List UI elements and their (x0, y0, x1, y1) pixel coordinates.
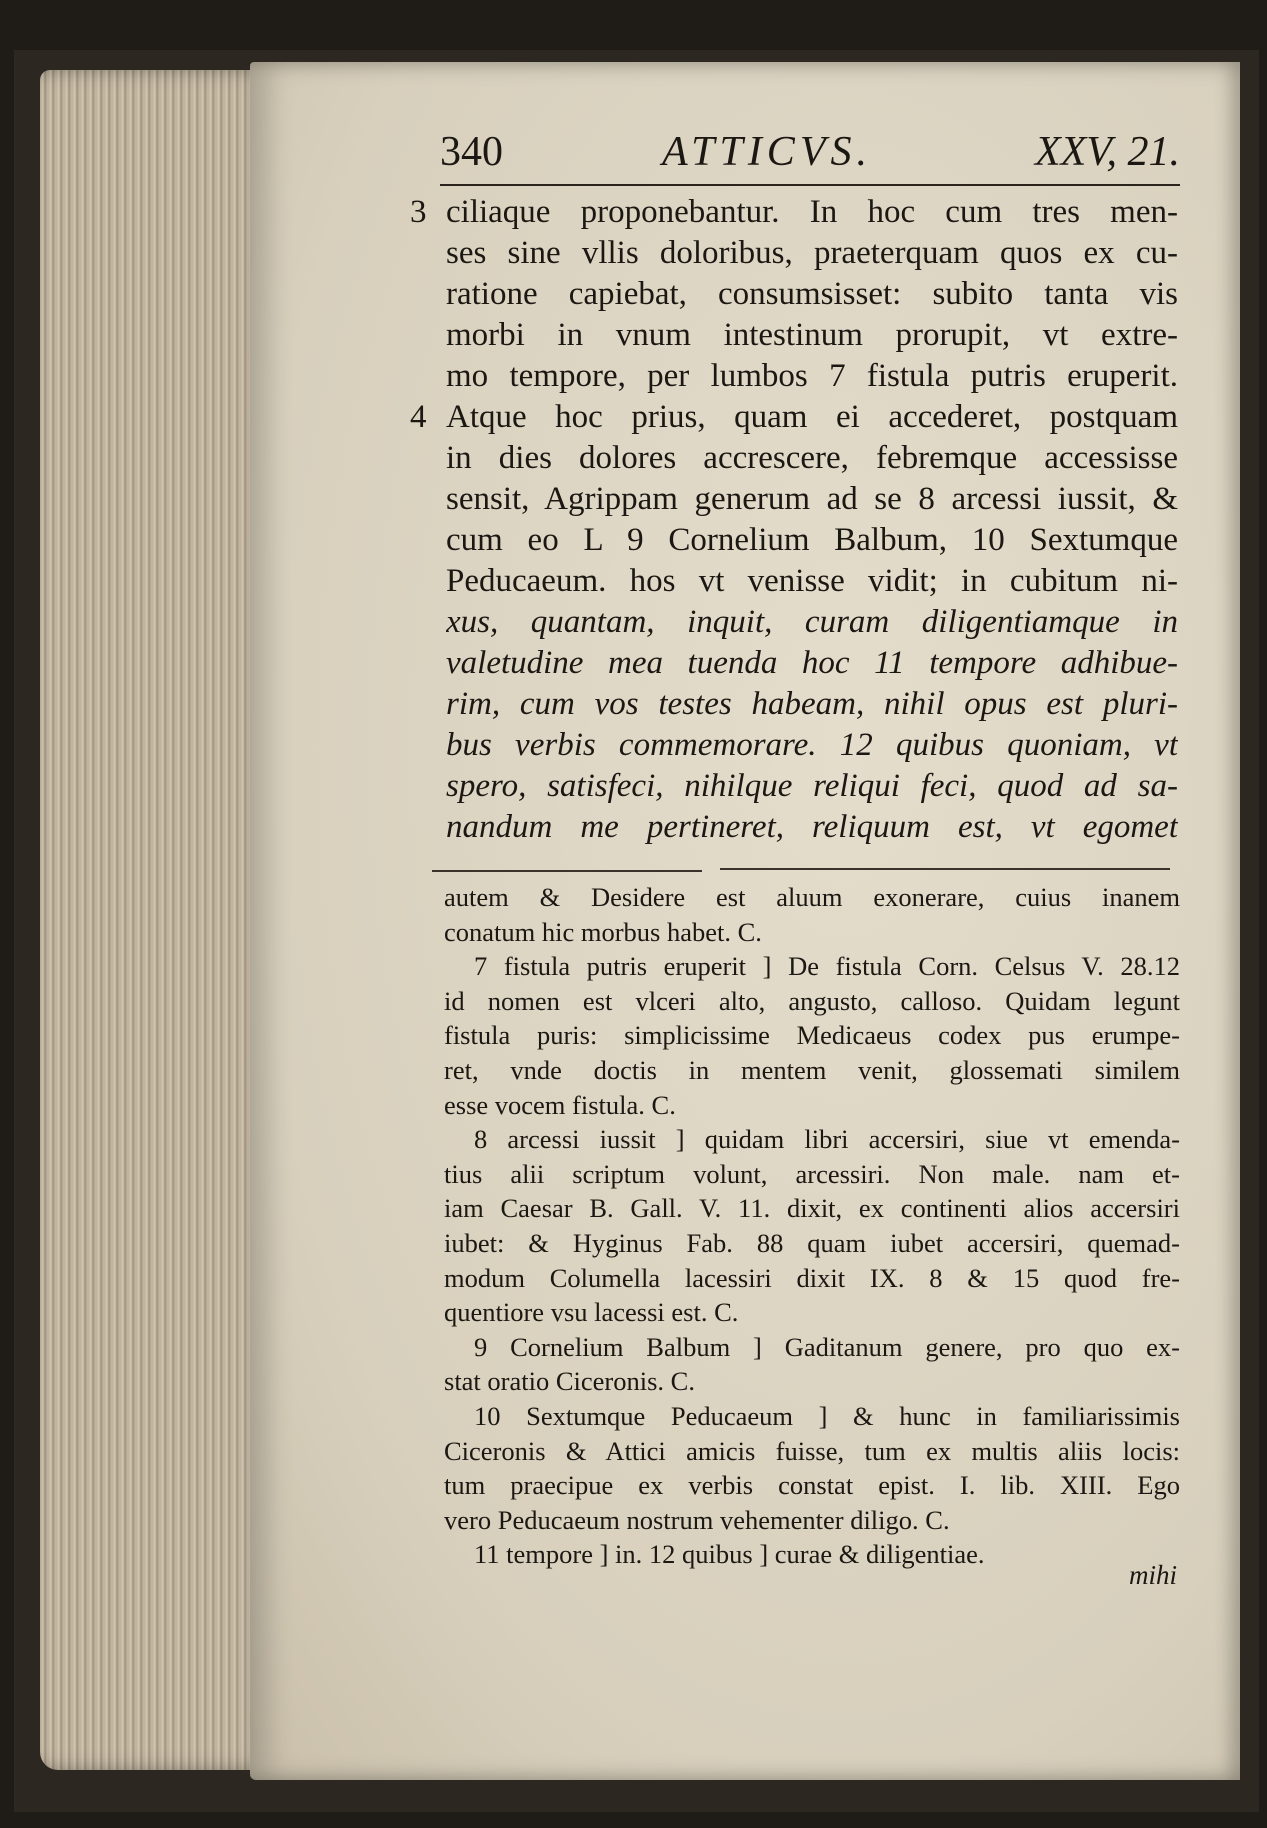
footnote-line: stat oratio Ciceronis. C. (444, 1366, 695, 1397)
footnote-line: tum praecipue ex verbis constat epist. I. lib. XIII. Ego (444, 1470, 1180, 1501)
footnote-line: 11 tempore ] in. 12 quibus ] curae & diligentiae. (474, 1539, 985, 1570)
catchword: mihi (1128, 1560, 1177, 1590)
main-line: mo tempore, per lumbos 7 fistula putris eruperit. (446, 358, 1178, 394)
margin-number-3: 3 (410, 194, 427, 230)
main-line: ciliaque proponebantur. In hoc cum tres men- (446, 194, 1178, 230)
page-number: 340 (440, 129, 503, 175)
main-text (446, 192, 1178, 848)
chapter-reference: XXV, 21. (1034, 129, 1180, 175)
footnote-line: iam Caesar B. Gall. V. 11. dixit, ex continenti alios accersiri (444, 1193, 1180, 1224)
footnote-line: iubet: & Hyginus Fab. 88 quam iubet accersiri, quemad- (444, 1227, 1180, 1258)
main-line: xus, quantam, inquit, curam diligentiamque in (446, 604, 1178, 640)
footnote-line: 10 Sextumque Peducaeum ] & hunc in familiarissimis (474, 1400, 1180, 1431)
footnote-line: fistula puris: simplicissime Medicaeus codex pus erumpe- (444, 1020, 1180, 1051)
main-line: morbi in vnum intestinum prorupit, vt extre- (446, 317, 1178, 353)
footnote-line: conatum hic morbus habet. C. (444, 916, 762, 947)
margin-number-4: 4 (410, 399, 427, 435)
footnotes (444, 880, 1180, 1572)
footnote-line: id nomen est vlceri alto, angusto, calloso. Quidam legunt (444, 985, 1180, 1016)
running-title: ATTICVS. (662, 129, 872, 175)
footnote-line: ret, vnde doctis in mentem venit, glossemati similem (444, 1054, 1180, 1085)
main-line: sensit, Agrippam generum ad se 8 arcessi iussit, & (446, 481, 1178, 517)
main-line: cum eo L 9 Cornelium Balbum, 10 Sextumque (446, 522, 1178, 558)
footnote-line: esse vocem fistula. C. (444, 1089, 676, 1120)
footnote-line: Ciceronis & Attici amicis fuisse, tum ex multis aliis locis: (444, 1435, 1180, 1466)
main-line: valetudine mea tuenda hoc 11 tempore adhibue- (446, 645, 1178, 681)
main-line: spero, satisfeci, nihilque reliqui feci, quod ad sa- (446, 768, 1178, 804)
header-rule (440, 184, 1180, 186)
main-line: bus verbis commemorare. 12 quibus quoniam, vt (446, 727, 1178, 763)
main-line: in dies dolores accrescere, febremque accessisse (446, 440, 1178, 476)
page-edges (40, 70, 270, 1770)
footnote-line: autem & Desidere est aluum exonerare, cuius inanem (444, 882, 1180, 912)
main-line: ratione capiebat, consumsisset: subito tanta vis (446, 276, 1178, 312)
main-line: rim, cum vos testes habeam, nihil opus est pluri- (446, 686, 1178, 722)
footnote-line: 7 fistula putris eruperit ] De fistula Corn. Celsus V. 28.12 (474, 951, 1180, 982)
footnote-line: vero Peducaeum nostrum vehementer diligo. C. (444, 1504, 950, 1535)
footnote-line: tius alii scriptum volunt, arcessiri. Non male. nam et- (444, 1158, 1180, 1189)
footnote-line: modum Columella lacessiri dixit IX. 8 & 15 quod fre- (444, 1262, 1180, 1293)
notes-separator-right (720, 868, 1170, 870)
notes-separator-left (432, 870, 702, 872)
running-header (440, 128, 1180, 178)
main-line: nandum me pertineret, reliquum est, vt egomet (446, 809, 1178, 845)
main-line: Atque hoc prius, quam ei accederet, postquam (446, 399, 1178, 435)
main-line: Peducaeum. hos vt venisse vidit; in cubitum ni- (446, 563, 1178, 599)
footnote-line: 9 Cornelium Balbum ] Gaditanum genere, pro quo ex- (474, 1331, 1180, 1362)
main-line: ses sine vllis doloribus, praeterquam quos ex cu- (446, 235, 1178, 271)
footnote-line: quentiore vsu lacessi est. C. (444, 1297, 739, 1328)
footnote-line: 8 arcessi iussit ] quidam libri accersiri, siue vt emenda- (474, 1124, 1180, 1155)
